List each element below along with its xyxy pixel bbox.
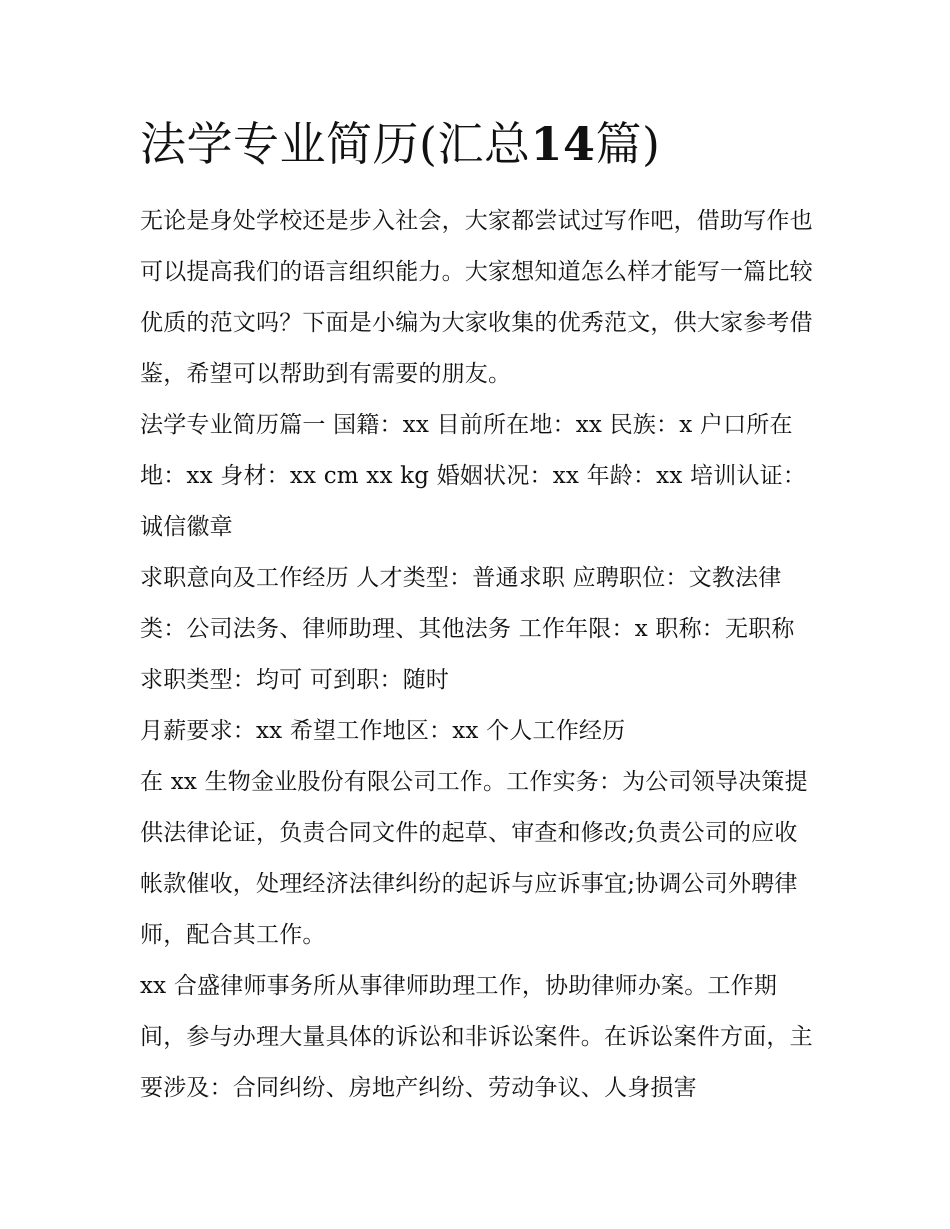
salary-expectation: 月薪要求：xx 希望工作地区：xx 个人工作经历 [140,718,626,744]
page-title [140,112,660,176]
title-number: 14 [530,117,596,171]
document-body [140,196,820,1114]
title-suffix: 篇) [595,117,661,171]
intro-paragraph: 无论是身处学校还是步入社会，大家都尝试过写作吧，借助写作也可以提高我们的语言组织能力。大家想知道怎么样才能写一篇比较优质的范文吗？下面是小编为大家收集的优秀范文，供大家参考借鉴，希望可以帮助到有需要的朋友。 [140,208,813,387]
job-intention: 求职意向及工作经历 人才类型：普通求职 应聘职位：文教法律类：公司法务、律师助理、其他法务 工作年限：x 职称：无职称 求职类型：均可 可到职：随时 [140,565,795,693]
title-prefix: 法学专业简历(汇总 [140,117,531,171]
resume-personal-info: 法学专业简历篇一 国籍：xx 目前所在地：xx 民族：x 户口所在地：xx 身材：xx cm xx kg 婚姻状况：xx 年龄：xx 培训认证：诚信徽章 [140,412,807,540]
work-experience-1: 在 xx 生物金业股份有限公司工作。工作实务：为公司领导决策提供法律论证，负责合同文件的起草、审查和修改;负责公司的应收帐款催收，处理经济法律纠纷的起诉与应诉事宜;协调公司外聘律师，配合其工作。 [140,769,808,948]
work-experience-2: xx 合盛律师事务所从事律师助理工作，协助律师办案。工作期间，参与办理大量具体的诉讼和非诉讼案件。在诉讼案件方面，主要涉及：合同纠纷、房地产纠纷、劳动争议、人身损害 [140,973,813,1101]
